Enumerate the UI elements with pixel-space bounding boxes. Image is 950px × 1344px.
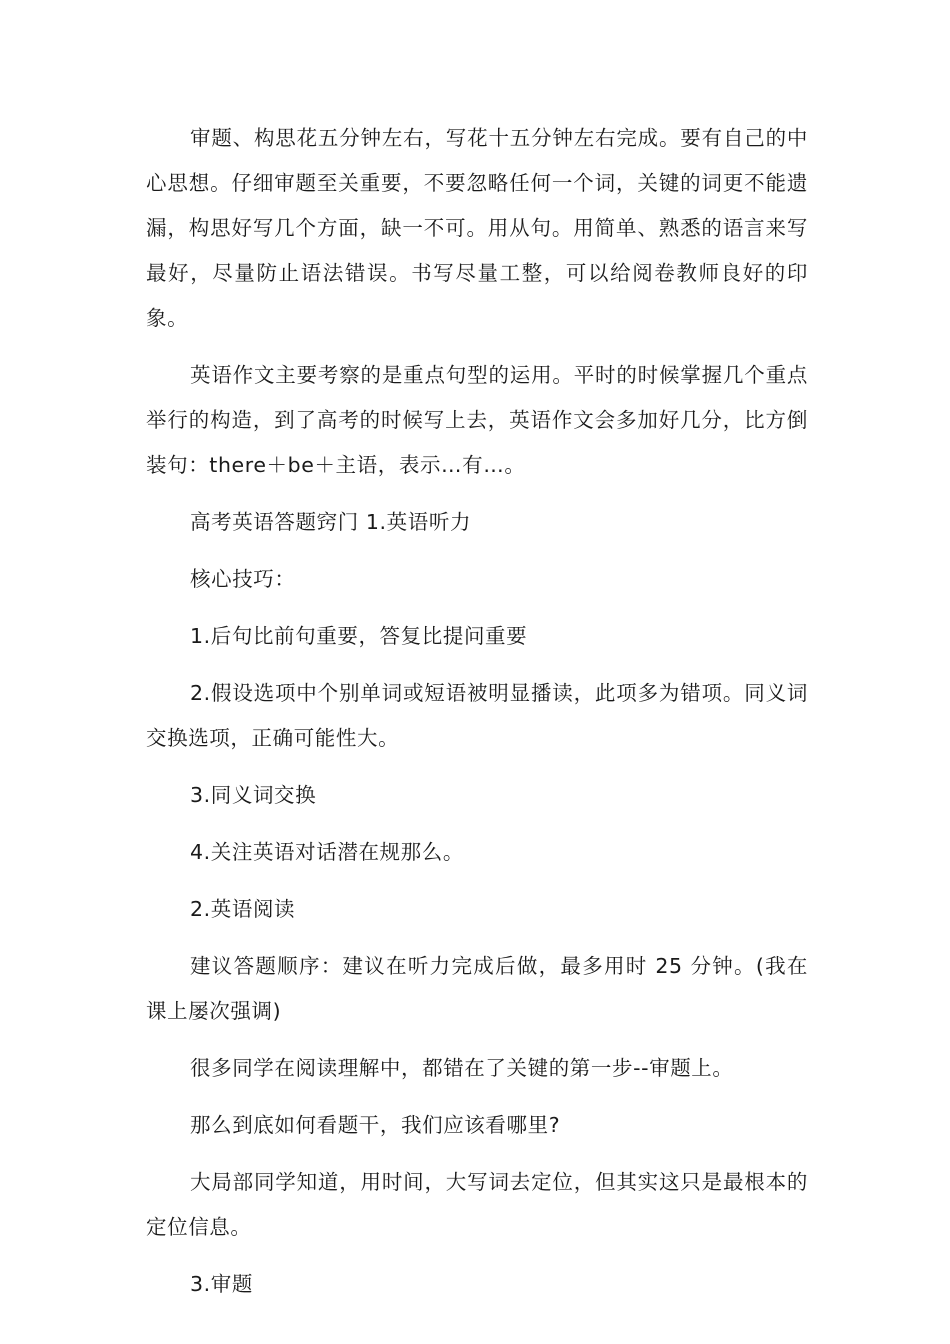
paragraph-sentence-patterns: 英语作文主要考察的是重点句型的运用。平时的时候掌握几个重点举行的构造，到了高考的时候写上去，英语作文会多加好几分，比方倒装句：there＋be＋主语，表示…有…。 — [146, 363, 808, 477]
list-item-3: 3.同义词交换 — [190, 783, 317, 807]
heading-core-skills: 核心技巧： — [190, 567, 296, 591]
paragraph-answer-order: 建议答题顺序：建议在听力完成后做，最多用时 25 分钟。(我在课上屡次强调) — [146, 954, 808, 1023]
paragraph-question: 那么到底如何看题干，我们应该看哪里? — [190, 1113, 561, 1137]
heading-listening: 高考英语答题窍门 1.英语听力 — [190, 510, 472, 534]
paragraph-writing-tips: 审题、构思花五分钟左右，写花十五分钟左右完成。要有自己的中心思想。仔细审题至关重要，不要忽略任何一个词，关键的词更不能遗漏，构思好写几个方面，缺一不可。用从句。用简单、熟悉的语言来写最好，尽量防止语法错误。书写尽量工整，可以给阅卷教师良好的印象。 — [146, 126, 808, 330]
list-item-2: 2.假设选项中个别单词或短语被明显播读，此项多为错项。同义词交换选项，正确可能性大。 — [146, 681, 808, 750]
list-item-1: 1.后句比前句重要，答复比提问重要 — [190, 624, 528, 648]
heading-reading: 2.英语阅读 — [190, 897, 296, 921]
heading-review: 3.审题 — [190, 1272, 253, 1296]
paragraph-common-mistake: 很多同学在阅读理解中，都错在了关键的第一步--审题上。 — [190, 1056, 734, 1080]
paragraph-locating-info: 大局部同学知道，用时间，大写词去定位，但其实这只是最根本的定位信息。 — [146, 1170, 808, 1239]
list-item-4: 4.关注英语对话潜在规那么。 — [190, 840, 464, 864]
